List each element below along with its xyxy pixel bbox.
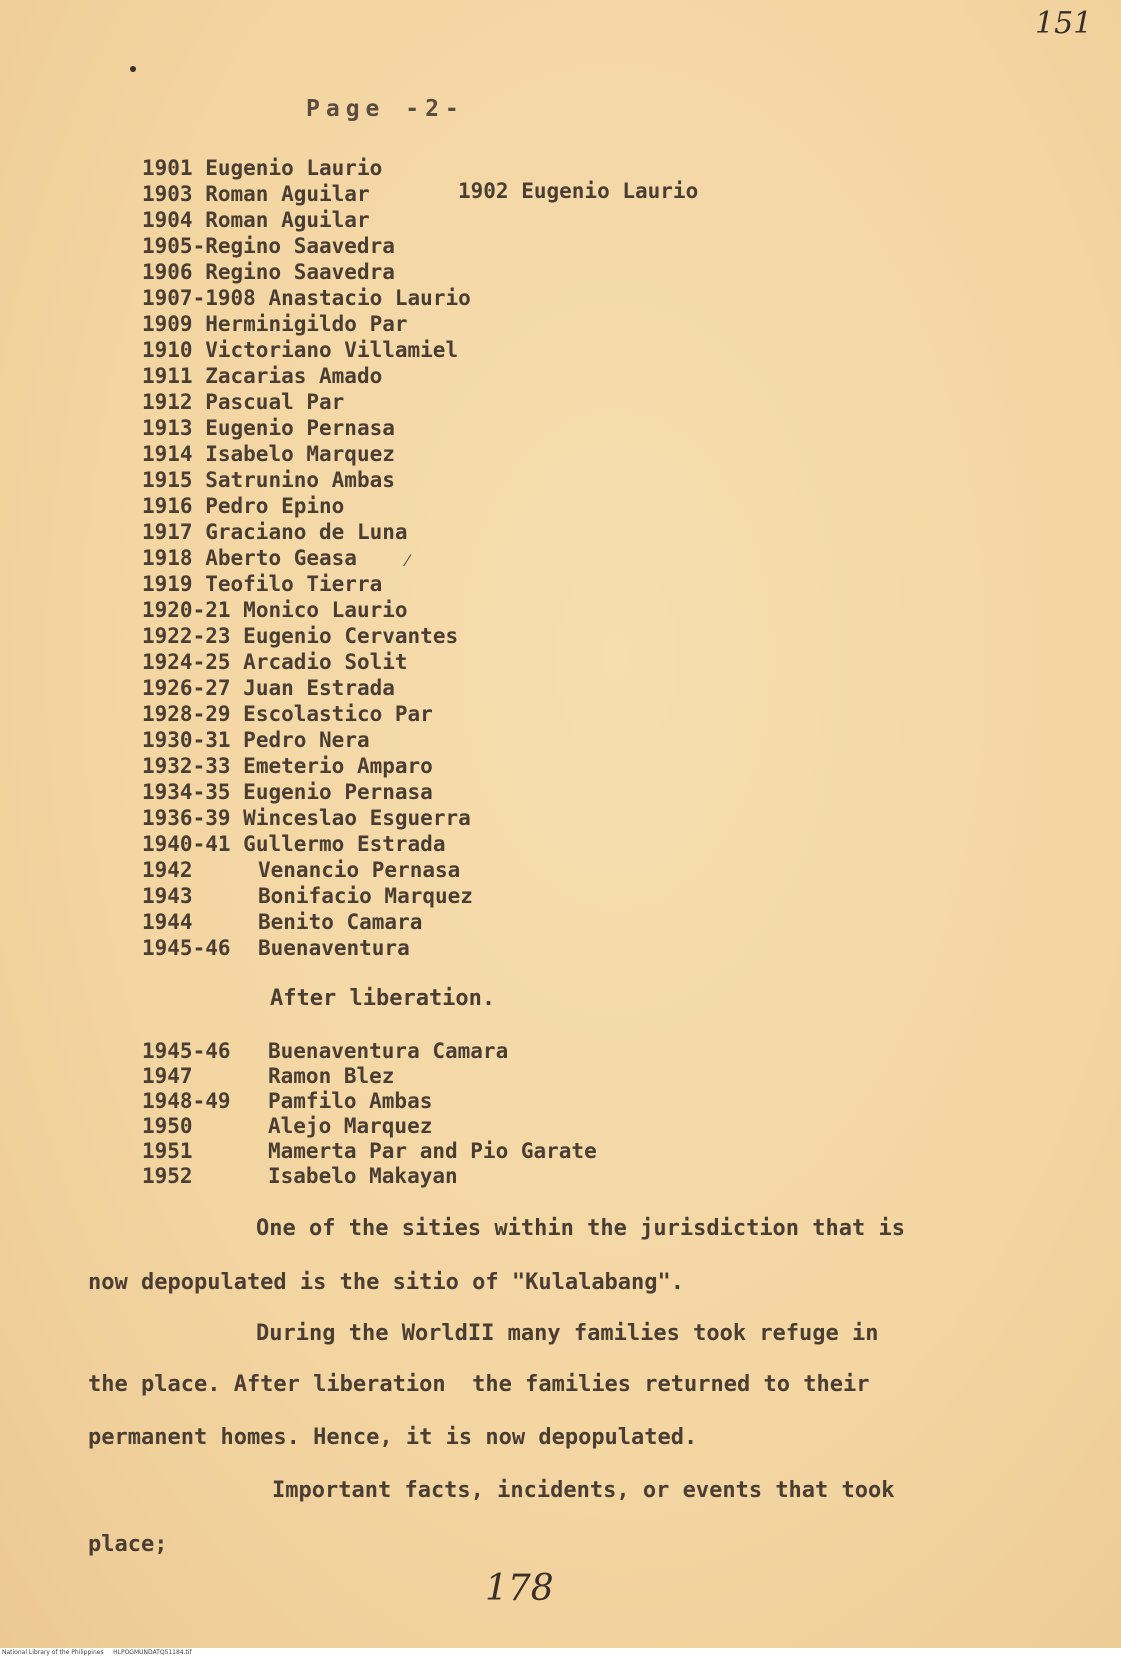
- official-year: 1944: [142, 910, 193, 934]
- official-entry: 1926-27 Juan Estrada: [142, 676, 395, 700]
- official-entry: 1913 Eugenio Pernasa: [142, 416, 395, 440]
- ink-dot: [130, 66, 136, 72]
- scan-footer: National Library of the Philippines HLPOGMUNDATQ51184.tif: [0, 1648, 1121, 1658]
- official-entry: 1936-39 Winceslao Esguerra: [142, 806, 471, 830]
- official-entry: 1910 Victoriano Villamiel: [142, 338, 459, 362]
- official-year: 1950: [142, 1114, 193, 1138]
- official-name: Isabelo Makayan: [268, 1164, 458, 1188]
- official-entry: 1928-29 Escolastico Par: [142, 702, 433, 726]
- official-entry: 1914 Isabelo Marquez: [142, 442, 395, 466]
- official-name: Ramon Blez: [268, 1064, 395, 1088]
- paragraph-line: During the WorldII many families took refuge in: [256, 1321, 879, 1346]
- paragraph-line: Important facts, incidents, or events that took: [272, 1478, 895, 1503]
- official-entry: 1901 Eugenio Laurio: [142, 156, 383, 180]
- after-liberation-heading: After liberation.: [270, 986, 496, 1011]
- official-entry: 1903 Roman Aguilar: [142, 182, 370, 206]
- official-entry: 1924-25 Arcadio Solit: [142, 650, 408, 674]
- official-entry: 1916 Pedro Epino: [142, 494, 345, 518]
- official-entry: 1919 Teofilo Tierra: [142, 572, 383, 596]
- official-entry: 1920-21 Monico Laurio: [142, 598, 408, 622]
- handwritten-folio-number: 151: [1035, 6, 1093, 41]
- official-year: 1952: [142, 1164, 193, 1188]
- official-entry: 1905-Regino Saavedra: [142, 234, 395, 258]
- official-name: Pamfilo Ambas: [268, 1089, 433, 1113]
- official-entry: 1922-23 Eugenio Cervantes: [142, 624, 459, 648]
- page-title: Page -2-: [306, 96, 465, 122]
- official-name: Buenaventura: [258, 936, 410, 960]
- official-year: 1948-49: [142, 1089, 231, 1113]
- side-entry: 1902 Eugenio Laurio: [458, 179, 699, 203]
- paragraph-line: now depopulated is the sitio of "Kulalabang".: [88, 1270, 685, 1295]
- official-entry: 1918 Aberto Geasa: [142, 546, 357, 570]
- paragraph-line: One of the sities within the jurisdiction that is: [256, 1216, 906, 1241]
- official-entry: 1934-35 Eugenio Pernasa: [142, 780, 433, 804]
- official-entry: 1917 Graciano de Luna: [142, 520, 408, 544]
- handwritten-page-number: 178: [485, 1568, 554, 1609]
- official-entry: 1940-41 Gullermo Estrada: [142, 832, 446, 856]
- official-name: Bonifacio Marquez: [258, 884, 473, 908]
- official-entry: 1932-33 Emeterio Amparo: [142, 754, 433, 778]
- paragraph-line: permanent homes. Hence, it is now depopulated.: [88, 1425, 698, 1450]
- official-year: 1947: [142, 1064, 193, 1088]
- official-year: 1943: [142, 884, 193, 908]
- official-entry: 1911 Zacarias Amado: [142, 364, 383, 388]
- official-name: Mamerta Par and Pio Garate: [268, 1139, 597, 1163]
- paragraph-line: place;: [88, 1532, 168, 1557]
- official-name: Buenaventura Camara: [268, 1039, 509, 1063]
- official-entry: 1907-1908 Anastacio Laurio: [142, 286, 471, 310]
- official-entry: 1909 Herminigildo Par: [142, 312, 408, 336]
- official-entry: 1904 Roman Aguilar: [142, 208, 370, 232]
- official-year: 1942: [142, 858, 193, 882]
- official-entry: 1930-31 Pedro Nera: [142, 728, 370, 752]
- official-entry: 1906 Regino Saavedra: [142, 260, 395, 284]
- official-year: 1951: [142, 1139, 193, 1163]
- official-name: Benito Camara: [258, 910, 423, 934]
- pencil-check-mark: ⁄: [406, 551, 409, 570]
- official-name: Alejo Marquez: [268, 1114, 433, 1138]
- official-year: 1945-46: [142, 936, 231, 960]
- official-name: Venancio Pernasa: [258, 858, 461, 882]
- official-entry: 1915 Satrunino Ambas: [142, 468, 395, 492]
- official-entry: 1912 Pascual Par: [142, 390, 345, 414]
- official-year: 1945-46: [142, 1039, 231, 1063]
- paragraph-line: the place. After liberation the families returned to their: [88, 1372, 870, 1397]
